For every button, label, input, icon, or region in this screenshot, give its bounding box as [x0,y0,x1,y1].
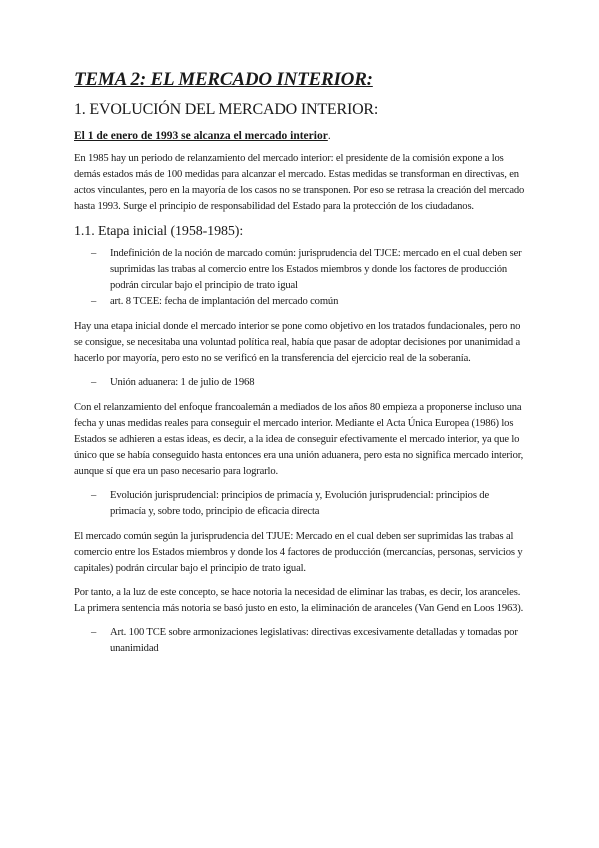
lead-statement [74,129,526,144]
dash-bullet: – [91,248,97,259]
subsection-heading-etapa-inicial: 1.1. Etapa inicial (1958-1985): [74,224,244,239]
bullet-list-1 [74,246,526,310]
lead-text: El 1 de enero de 1993 se alcanza el mercado interior [74,130,328,142]
paragraph-aranceles: Por tanto, a la luz de este concepto, se hace notoria la necesidad de eliminar las trabas, es decir, los aranceles. La primera sentencia más notoria se basó justo en esto, la eliminación de aranceles (Van Gend en Loos 1963). [74,587,524,614]
list-item-text: art. 8 TCEE: fecha de implantación del mercado común [110,296,339,307]
dash-bullet: – [91,377,97,388]
paragraph-acta-unica: Con el relanzamiento del enfoque francoalemán a mediados de los años 80 empieza a proponerse incluso una fecha y unas medidas reales para conseguir el mercado interior. Mediante el Acta Única Europea (1986) los Estados se adhieren a estas ideas, es decir, a la idea de conseguir efectivamente el mercado interior, ya que lo único que se había conseguido hasta entonces era una unión aduanera, pero esta no significa mercado interior, aunque sí que era un paso necesario para lograrlo. [74,402,524,477]
bullet-list-4 [74,625,526,657]
dash-bullet: – [91,296,97,307]
list-item [74,375,526,391]
document-page [74,68,526,666]
lead-suffix: . [327,130,331,142]
paragraph-etapa-inicial: Hay una etapa inicial donde el mercado interior se pone como objetivo en los tratados fundacionales, pero no se consigue, se necesitaba una voluntad política real, había que pasar de adoptar decisiones por unanimidad a hacerlo por mayoría, pero esto no se verificó en la transferencia del ejercicio real de la soberanía. [74,321,521,364]
bullet-list-2 [74,375,526,391]
dash-bullet: – [91,490,97,501]
list-item-text: Indefinición de la noción de marcado común: jurisprudencia del TJCE: mercado en el cual deben ser suprimidas las trabas al comercio entre los Estados miembros y donde los factores de producción podrán circular bajo el principio de trato igual [110,248,522,291]
paragraph-mercado-comun: El mercado común según la jurisprudencia del TJUE: Mercado en el cual deben ser suprimidas las trabas al comercio entre los Estados miembros y donde los 4 factores de producción (mercancías, personas, servicios y capitales) podrán circular bajo el principio de trato igual. [74,531,523,574]
list-item [74,488,526,520]
paragraph-relanzamiento: En 1985 hay un periodo de relanzamiento del mercado interior: el presidente de la comisión expone a los demás estados más de 100 medidas para alcanzar el mercado. Estas medidas se transforman en directivas, en actos vinculantes, pero en la mayoría de los casos no se transponen. Por eso se retrasa la creación del mercado hasta 1993. Surge el principio de responsabilidad del Estado para la protección de los ciudadanos. [74,153,525,212]
bullet-list-3 [74,488,526,520]
dash-bullet: – [91,627,97,638]
list-item-text: Art. 100 TCE sobre armonizaciones legislativas: directivas excesivamente detalladas y tomadas por unanimidad [110,627,518,654]
list-item [74,625,526,657]
list-item-text: Unión aduanera: 1 de julio de 1968 [110,377,255,388]
list-item [74,294,526,310]
document-title: TEMA 2: EL MERCADO INTERIOR: [74,69,373,90]
section-heading-evolucion: 1. EVOLUCIÓN DEL MERCADO INTERIOR: [74,101,379,118]
list-item-text: Evolución jurisprudencial: principios de primacía y, Evolución jurisprudencial: principios de primacía y, sobre todo, principio de eficacia directa [110,490,489,517]
list-item [74,246,526,294]
